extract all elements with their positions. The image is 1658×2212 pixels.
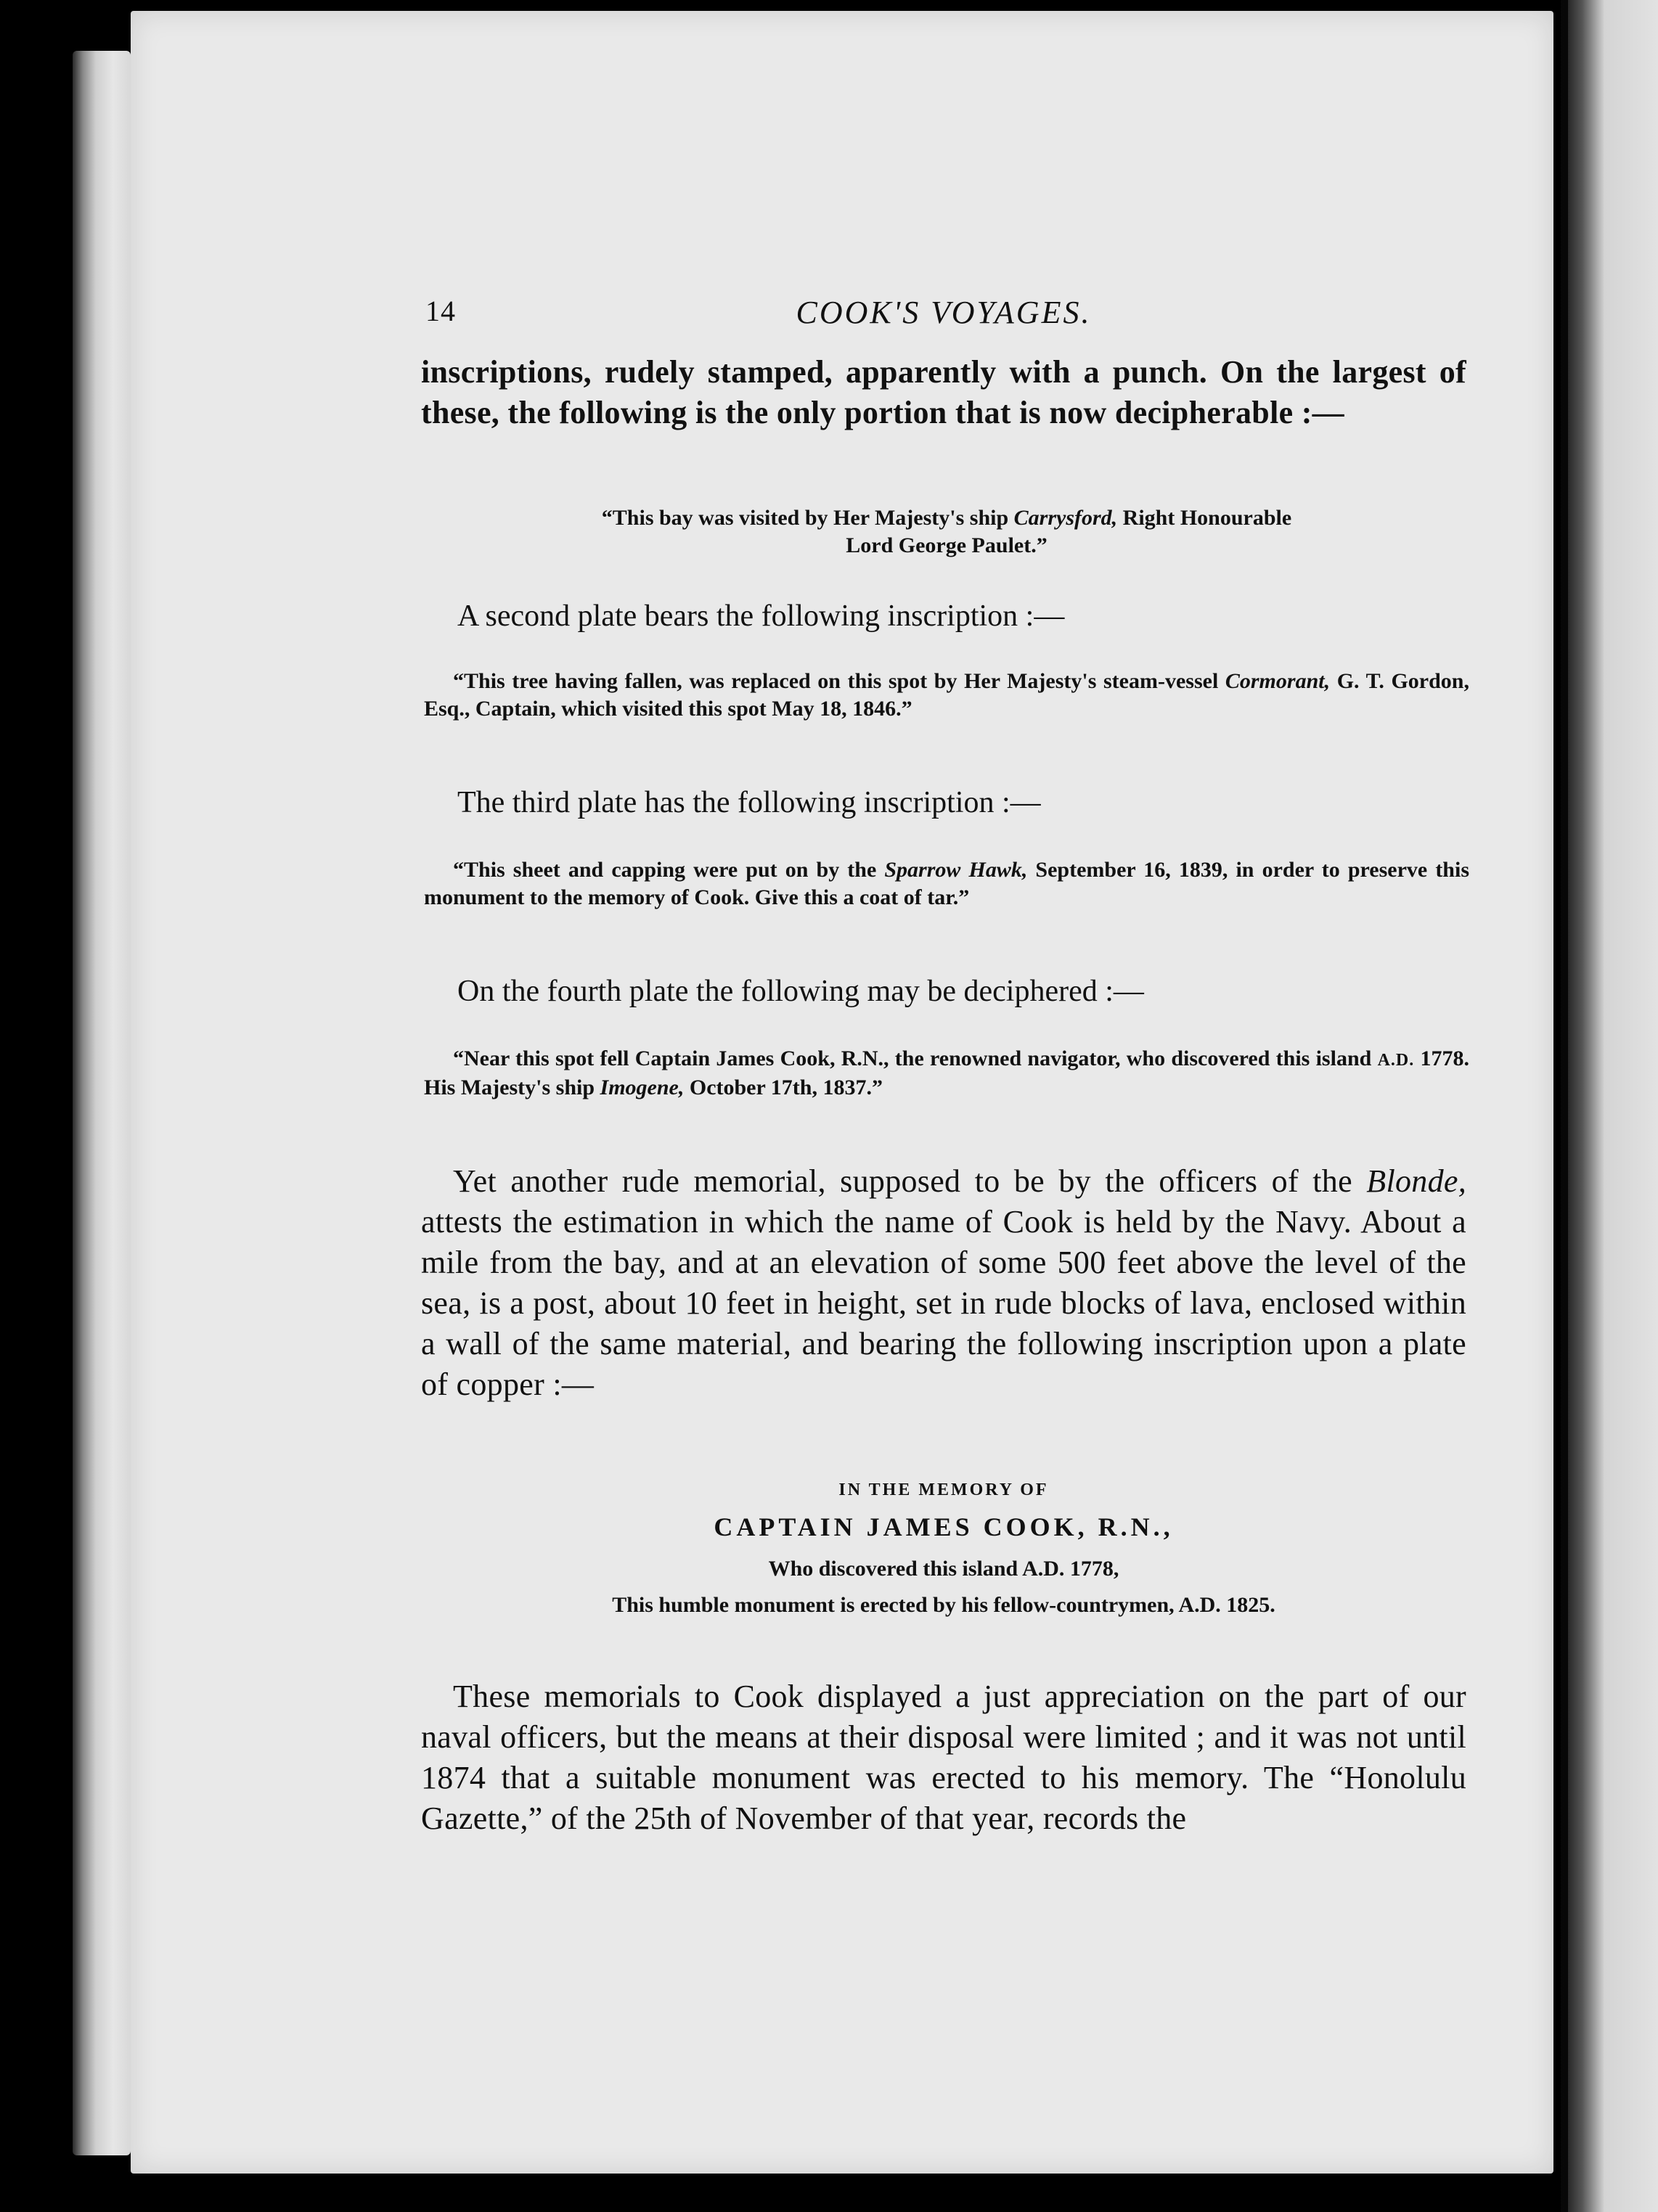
memorial-line-1: IN THE MEMORY OF — [838, 1480, 1049, 1499]
running-head — [421, 294, 1466, 337]
lead-2: A second plate bears the following inscription :— — [457, 599, 1065, 633]
book-binding-left — [73, 51, 131, 2155]
book-page — [131, 11, 1553, 2174]
ship-name-sparrow-hawk: Sparrow Hawk, — [884, 858, 1028, 882]
memorial-inscription — [421, 1480, 1466, 1623]
lead-4: On the fourth plate the following may be deciphered :— — [457, 975, 1144, 1008]
memorial-line-2: CAPTAIN JAMES COOK, R.N., — [714, 1512, 1174, 1541]
memorial-line-3: Who discovered this island A.D. 1778, — [768, 1557, 1119, 1581]
memorial-line-4: This humble monument is erected by his fellow-countrymen, A.D. 1825. — [612, 1593, 1275, 1617]
paragraph-6: These memorials to Cook displayed a just appreciation on the part of our naval officers, but the means at their disposal were limited ; and it was not until 1874 that a suitable monument was erected to his memory. The “Honolulu Gazette,” of the 25th of November of that year, records the — [421, 1679, 1466, 1836]
quote-3: “This sheet and capping were put on by the Sparrow Hawk, September 16, 1839, in order to preserve this monument to the memory of Cook. Give this a coat of tar.” — [424, 858, 1469, 909]
paragraph-1: inscriptions, rudely stamped, apparently with a punch. On the largest of these, the following is the only portion that is now decipherable :— — [421, 354, 1466, 430]
ship-name-blonde: Blonde, — [1366, 1163, 1466, 1199]
running-title: COOK'S VOYAGES. — [796, 295, 1092, 330]
quote-1-line-1: “This bay was visited by Her Majesty's ship Carrysford, Right Honourable — [601, 506, 1292, 530]
quote-1 — [421, 504, 1472, 560]
quote-2: “This tree having fallen, was replaced on this spot by Her Majesty's steam-vessel Cormorant, G. T. Gordon, Esq., Captain, which visited this spot May 18, 1846.” — [424, 669, 1469, 721]
quote-4: “Near this spot fell Captain James Cook, R.N., the renowned navigator, who discovered this island A.D. 1778. His Majesty's ship Imogene, October 17th, 1837.” — [424, 1046, 1469, 1099]
paragraph-5: Yet another rude memorial, supposed to be by the officers of the Blonde, attests the estimation in which the name of Cook is held by the Navy. About a mile from the bay, and at an elevation of some 500 feet above the level of the sea, is a post, about 10 feet in height, set in rude blocks of lava, enclosed within a wall of the same material, and bearing the following inscription upon a plate of copper :— — [421, 1163, 1466, 1402]
facing-page-edge — [1561, 0, 1658, 2212]
lead-3: The third plate has the following inscription :— — [457, 786, 1041, 819]
ship-name-cormorant: Cormorant, — [1225, 669, 1331, 693]
quote-1-line-2: Lord George Paulet.” — [846, 533, 1048, 557]
ship-name-carrysford: Carrysford, — [1013, 506, 1118, 530]
ship-name-imogene: Imogene, — [600, 1076, 685, 1099]
page-number: 14 — [425, 295, 456, 327]
